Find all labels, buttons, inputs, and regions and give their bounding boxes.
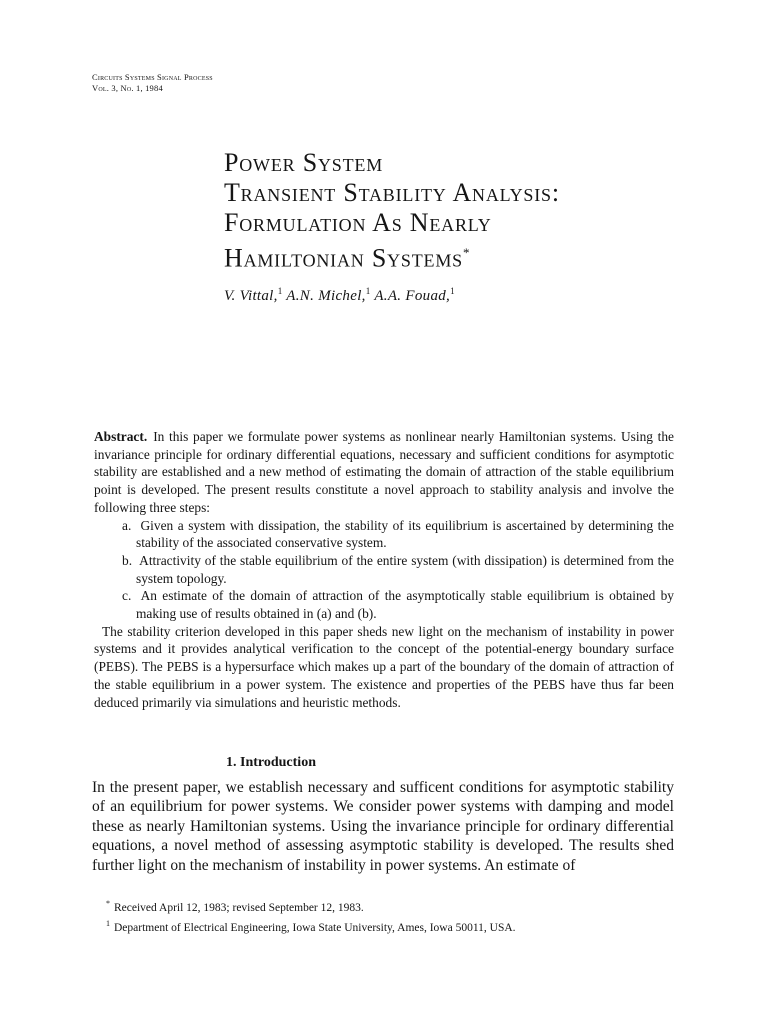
title-line-last xyxy=(224,238,560,274)
author-list xyxy=(224,286,455,305)
step-text: Attractivity of the stable equilibrium of the entire system (with dissipation) is determined from the system topology. xyxy=(136,552,675,586)
abstract-intro xyxy=(94,428,674,517)
introduction-text: In the present paper, we establish necessary and sufficent conditions for asymptotic stability of an equilibrium for power systems. We consider power systems with damping and model these as nearly Hamiltonian systems. Using the invariance principle for ordinary differential equations, a novel method of assessing asymptotic stability is developed. The results shed further light on the mechanism of instability in power systems. An estimate of xyxy=(92,779,674,874)
journal-header xyxy=(92,72,213,94)
step-marker: c. xyxy=(122,588,132,604)
abstract-intro-text: In this paper we formulate power systems as nonlinear nearly Hamiltonian systems. Using the invariance principle for ordinary differential equations, necessary and sufficient conditions for asymptotic stability are established and a new method of estimating the domain of attraction of the stable equilibrium point is developed. The present results constitute a novel approach to stability analysis and involve the following three steps: xyxy=(94,429,674,515)
title-line-text: Hamiltonian Systems xyxy=(224,243,463,273)
author-name: V. Vittal, xyxy=(224,288,278,304)
footnote xyxy=(106,896,686,916)
abstract-steps xyxy=(94,517,674,623)
title-line: Formulation As Nearly xyxy=(224,208,492,237)
journal-name: Circuits Systems Signal Process xyxy=(92,72,213,82)
footnote xyxy=(106,916,686,936)
section-heading: 1. Introduction xyxy=(226,755,316,770)
title-line: Power System xyxy=(224,148,384,177)
step-text: An estimate of the domain of attraction of the asymptotically stable equilibrium is obtained by making use of results obtained in (a) and (b). xyxy=(136,588,675,622)
author-name: A.N. Michel, xyxy=(286,288,366,304)
abstract-label: Abstract. xyxy=(94,429,148,444)
title-footnote-marker: * xyxy=(462,245,471,260)
footnote-mark: 1 xyxy=(106,918,110,928)
footnote-text: Department of Electrical Engineering, Iowa State University, Ames, Iowa 50011, USA. xyxy=(114,921,516,934)
abstract-closing: The stability criterion developed in this paper sheds new light on the mechanism of instability in power systems and it provides analytical verification to the concept of the potential-energy boundary surface (PEBS). The PEBS is a hypersurface which makes up a part of the boundary of the domain of attraction of the stable equilibrium in a power system. The existence and properties of the PEBS have thus far been deduced primarily via simulations and heuristic methods. xyxy=(94,623,674,710)
author-affiliation-mark: 1 xyxy=(277,286,283,296)
step-text: Given a system with dissipation, the stability of its equilibrium is ascertained by determining the stability of the associated conservative system. xyxy=(136,517,674,551)
footnote-text: Received April 12, 1983; revised September 12, 1983. xyxy=(114,901,364,914)
abstract-step xyxy=(94,517,674,552)
step-marker: b. xyxy=(122,552,133,568)
footnote-mark: * xyxy=(106,899,110,908)
paper-title xyxy=(224,148,560,274)
author-name: A.A. Fouad, xyxy=(374,288,451,304)
author-affiliation-mark: 1 xyxy=(450,286,455,296)
journal-volume: Vol. 3, No. 1, 1984 xyxy=(92,83,163,93)
author-affiliation-mark: 1 xyxy=(365,286,371,296)
abstract-step xyxy=(94,587,674,622)
title-line: Transient Stability Analysis: xyxy=(224,178,560,207)
footnotes xyxy=(106,896,686,936)
abstract xyxy=(94,428,674,711)
step-marker: a. xyxy=(122,517,132,533)
abstract-step xyxy=(94,552,674,587)
